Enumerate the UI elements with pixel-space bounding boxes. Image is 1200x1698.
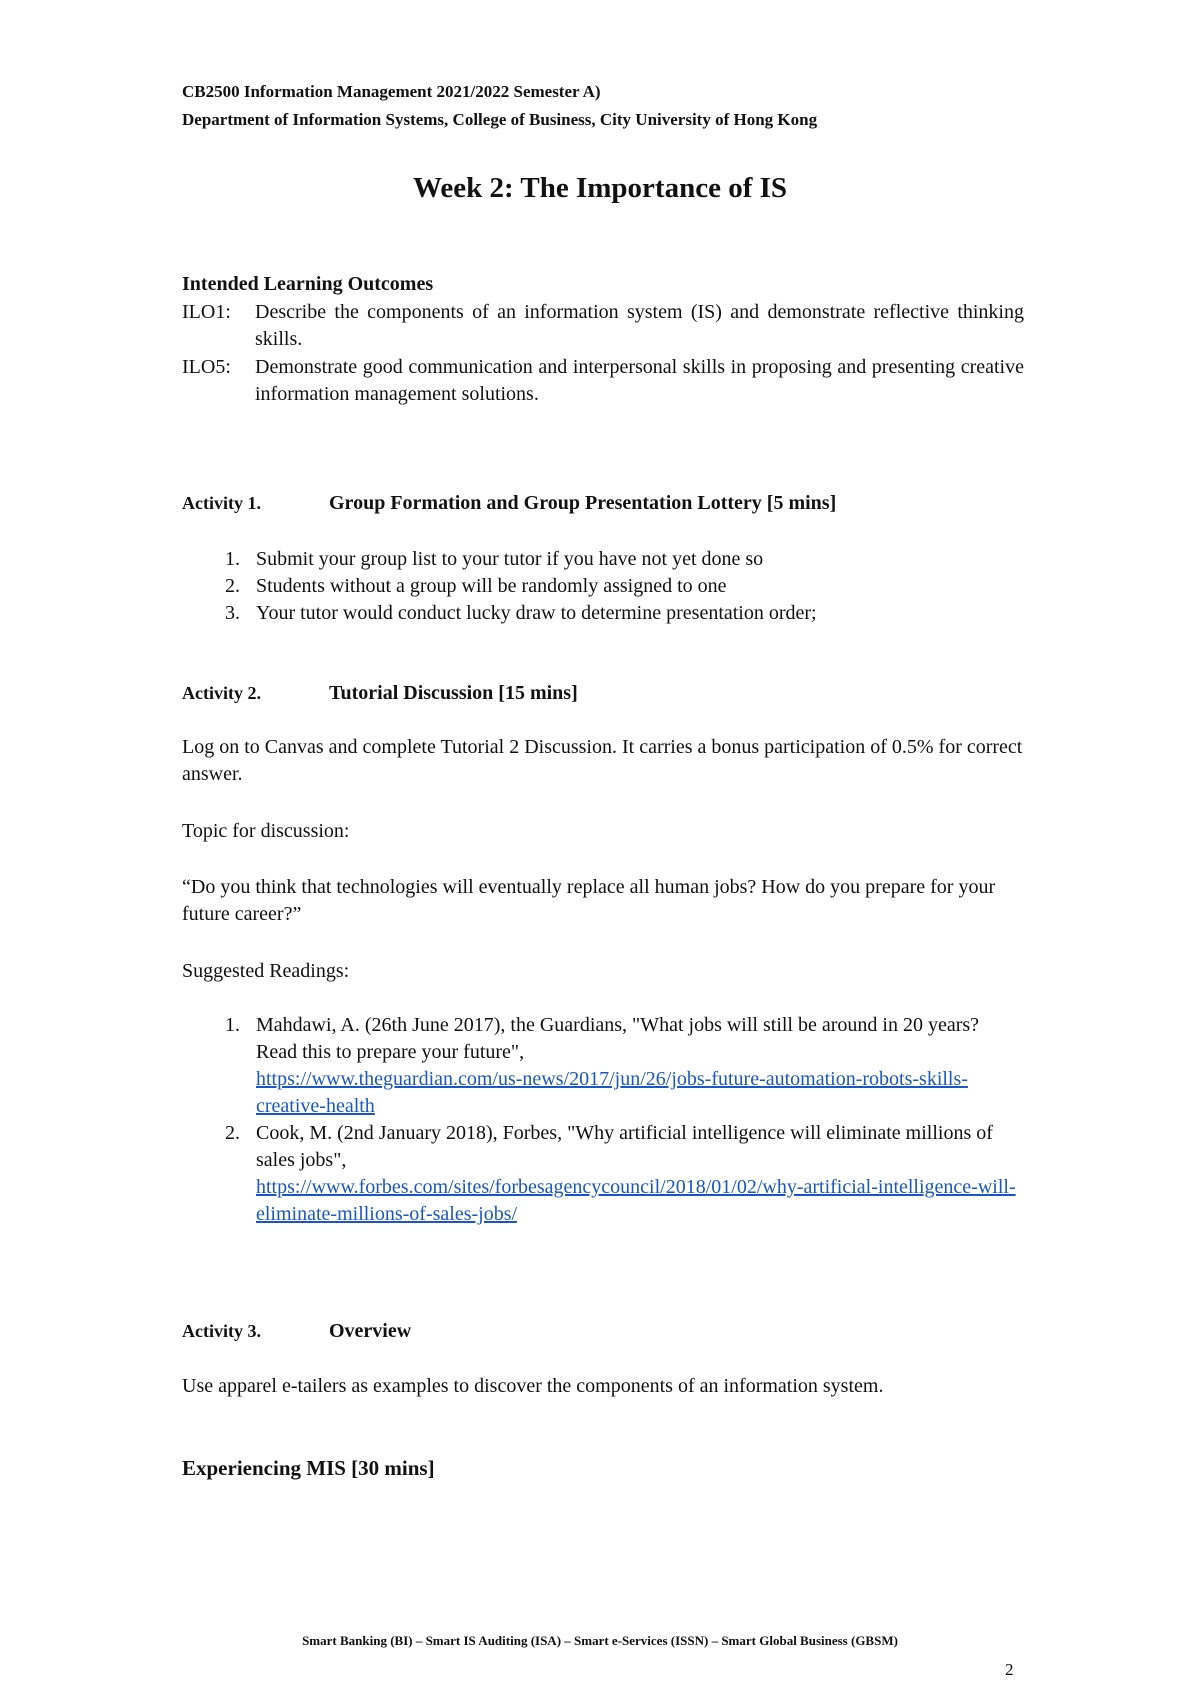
topic-label: Topic for discussion: <box>182 820 350 842</box>
list-number: 2. <box>225 575 240 597</box>
department-header: Department of Information Systems, College of Business, City University of Hong Kong <box>182 110 818 129</box>
list-number: 1. <box>225 548 240 570</box>
readings-label: Suggested Readings: <box>182 960 350 982</box>
list-item <box>182 600 1024 627</box>
readings-list <box>182 1012 1024 1228</box>
list-number: 1. <box>225 1014 240 1036</box>
page-number: 2 <box>1005 1660 1014 1679</box>
canvas-instruction: Log on to Canvas and complete Tutorial 2 Discussion. It carries a bonus participation of 0.5% for correct answer. <box>182 736 1023 785</box>
list-number: 3. <box>225 602 240 624</box>
reading-citation: Mahdawi, A. (26th June 2017), the Guardians, "What jobs will still be around in 20 years? Read this to prepare your future", <box>256 1014 980 1063</box>
activity-1-list <box>182 546 1024 627</box>
activity-label: Activity 1. <box>182 493 261 513</box>
ilo-text: Describe the components of an information system (IS) and demonstrate reflective thinking skills. <box>255 301 1024 350</box>
activity-3-heading <box>182 1320 1024 1343</box>
list-item <box>182 546 1024 573</box>
page-footer: Smart Banking (BI) – Smart IS Auditing (ISA) – Smart e-Services (ISSN) – Smart Global Business (GBSM) <box>302 1633 898 1648</box>
list-item <box>182 573 1024 600</box>
list-text: Students without a group will be randomly assigned to one <box>256 575 727 597</box>
experiencing-mis-heading: Experiencing MIS [30 mins] <box>182 1456 435 1480</box>
activity-label: Activity 2. <box>182 683 261 703</box>
course-header: CB2500 Information Management 2021/2022 Semester A) <box>182 82 601 101</box>
page-title: Week 2: The Importance of IS <box>412 172 788 204</box>
ilo-item <box>182 299 1024 353</box>
ilo-code: ILO5: <box>182 356 231 378</box>
activity-2-heading <box>182 682 1024 705</box>
activity-title: Overview <box>329 1320 412 1342</box>
activity-1-heading <box>182 492 1024 515</box>
ilo-text: Demonstrate good communication and interpersonal skills in proposing and presenting creative information management solutions. <box>255 356 1024 405</box>
activity-3-text: Use apparel e-tailers as examples to discover the components of an information system. <box>182 1375 884 1397</box>
list-number: 2. <box>225 1122 240 1144</box>
reading-citation: Cook, M. (2nd January 2018), Forbes, "Why artificial intelligence will eliminate millions of sales jobs", <box>256 1122 993 1171</box>
activity-title: Group Formation and Group Presentation Lottery [5 mins] <box>329 492 837 514</box>
reading-link[interactable]: https://www.theguardian.com/us-news/2017/jun/26/jobs-future-automation-robots-skills-creative-health <box>256 1068 968 1117</box>
list-text: Your tutor would conduct lucky draw to determine presentation order; <box>256 602 817 624</box>
ilo-heading: Intended Learning Outcomes <box>182 273 434 295</box>
ilo-code: ILO1: <box>182 301 231 323</box>
reading-item <box>182 1120 1024 1228</box>
activity-label: Activity 3. <box>182 1321 261 1341</box>
reading-link[interactable]: https://www.forbes.com/sites/forbesagencycouncil/2018/01/02/why-artificial-intelligence-will-eliminate-millions-of-sales-jobs/ <box>256 1176 1016 1225</box>
discussion-question: “Do you think that technologies will eventually replace all human jobs? How do you prepare for your future career?” <box>182 876 996 925</box>
activity-title: Tutorial Discussion [15 mins] <box>329 682 578 704</box>
reading-item <box>182 1012 1024 1120</box>
ilo-item <box>182 354 1024 408</box>
list-text: Submit your group list to your tutor if you have not yet done so <box>256 548 764 570</box>
